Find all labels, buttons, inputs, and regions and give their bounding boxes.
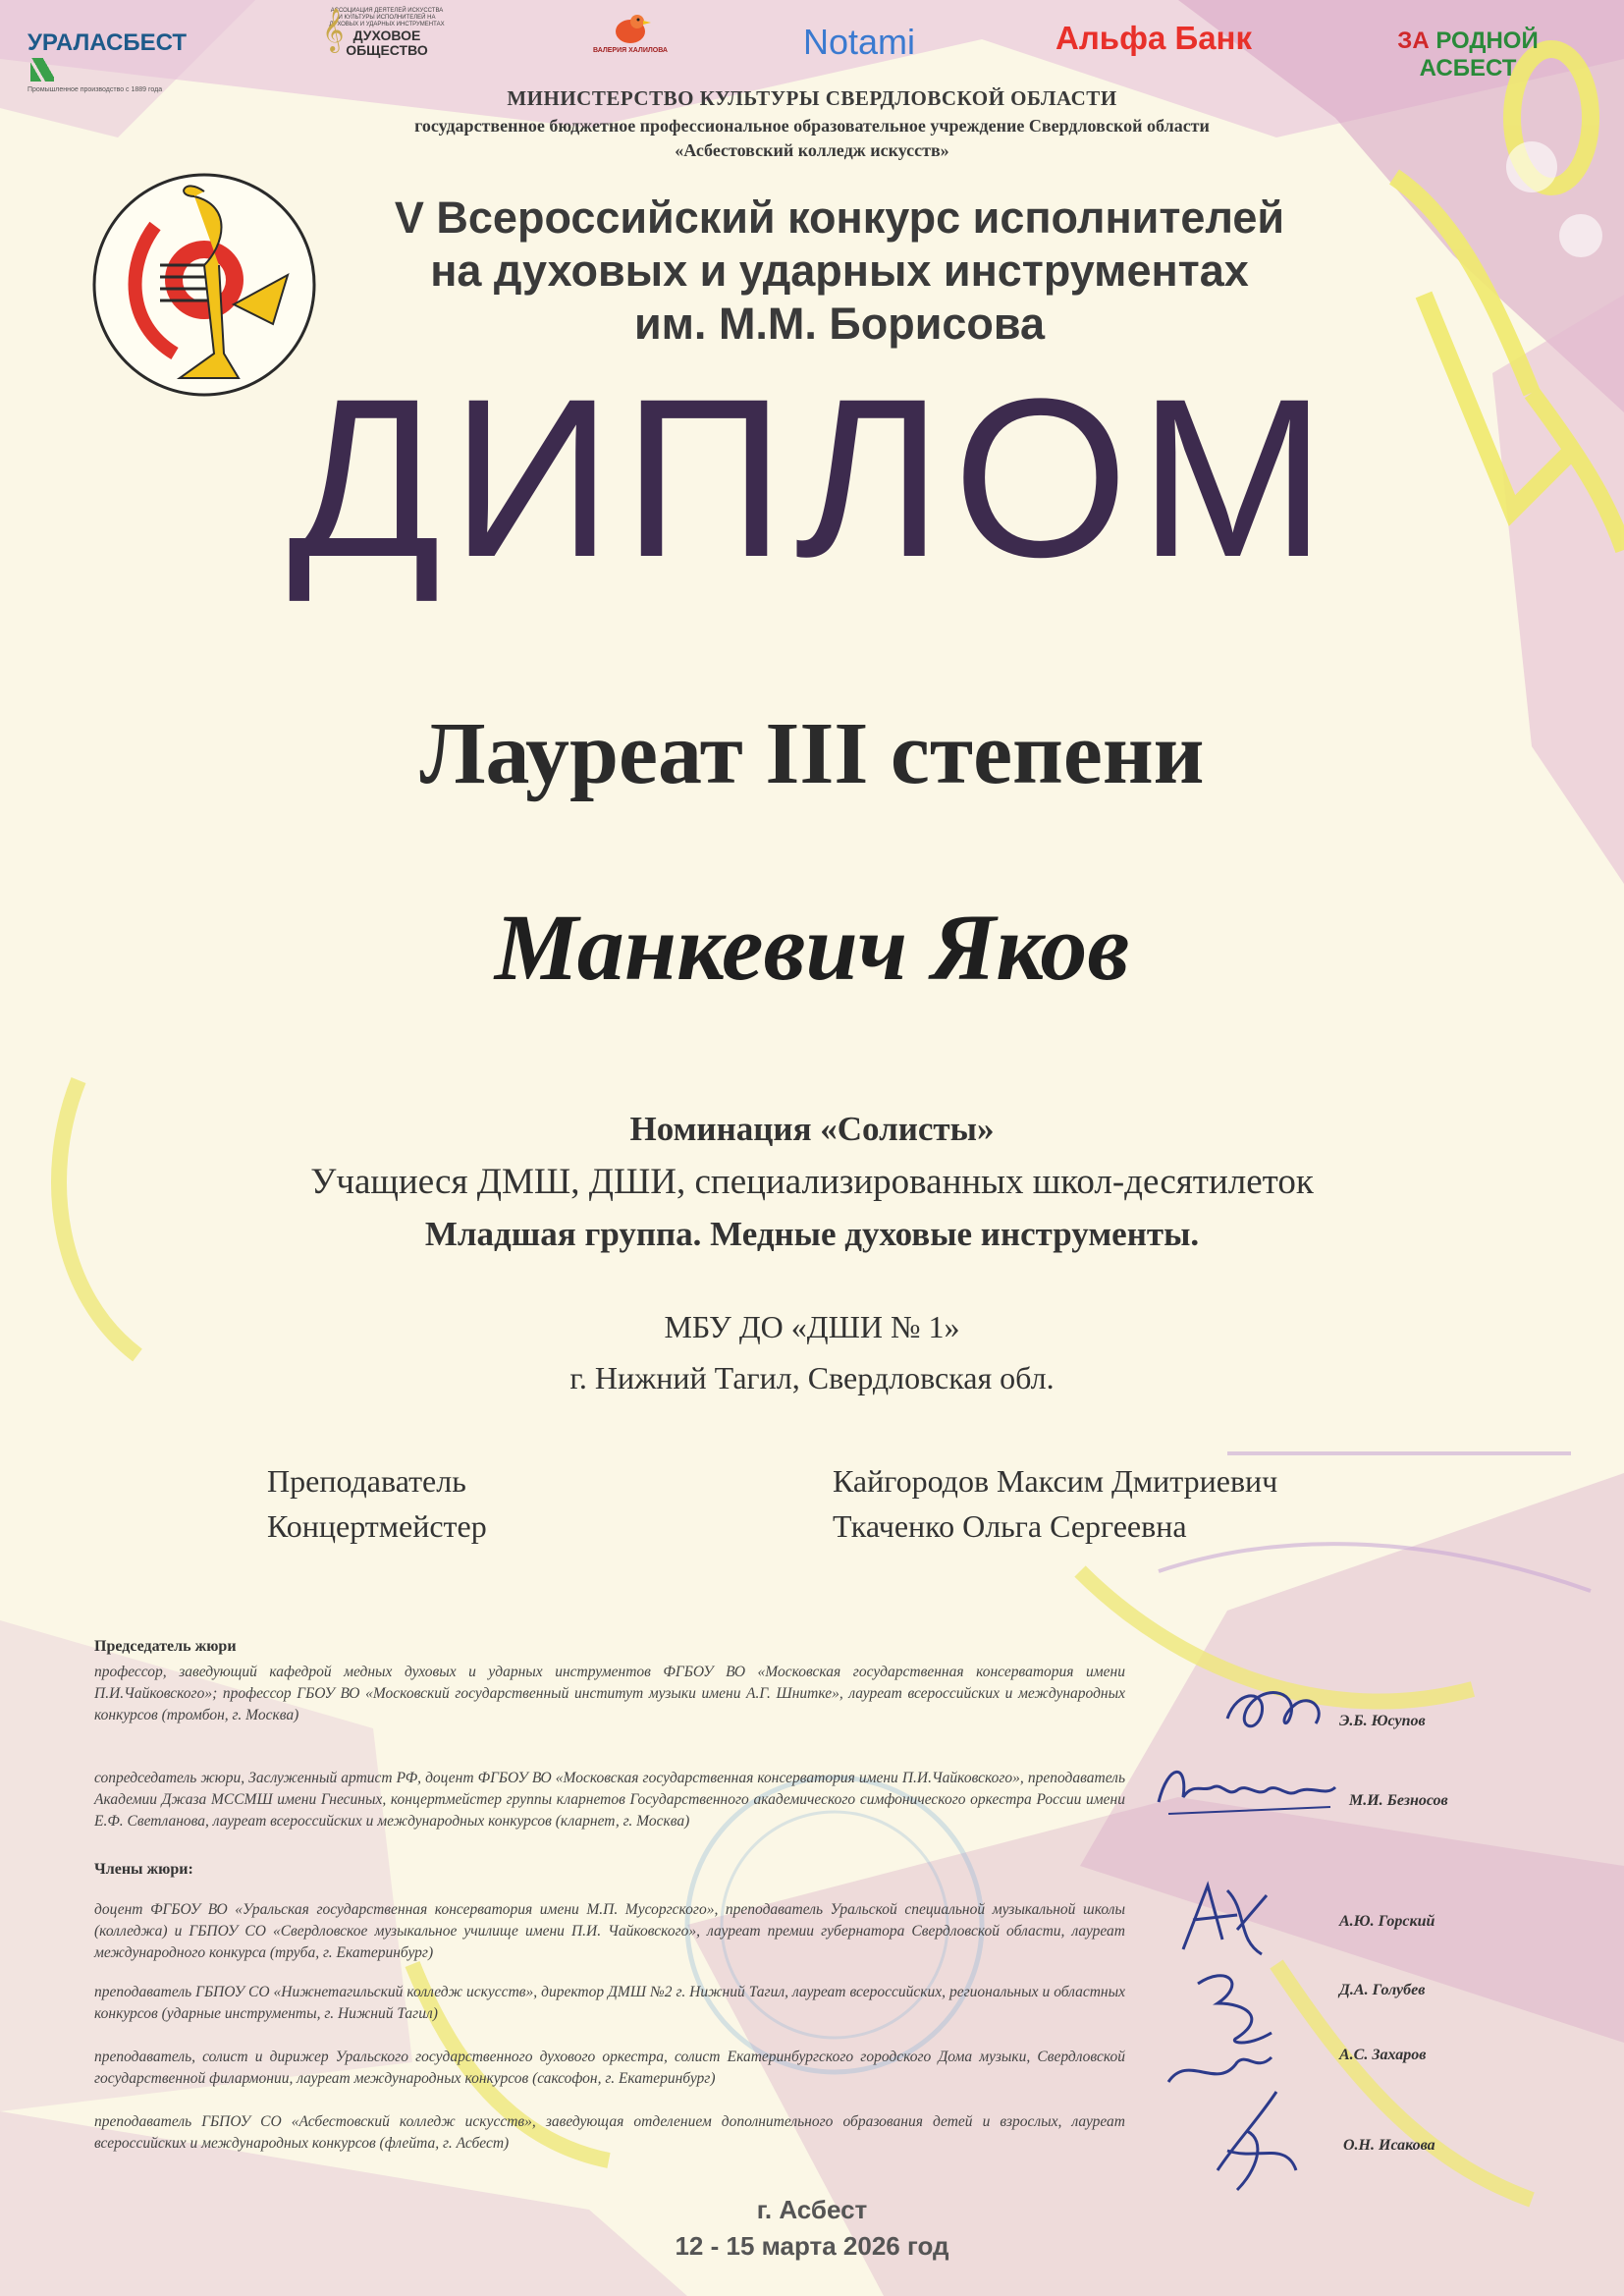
signature-yusupov-icon — [1218, 1679, 1335, 1748]
jury-member-name: А.С. Захаров — [1339, 2047, 1427, 2063]
alfa-bank-logo: Альфа Банк — [1056, 20, 1252, 56]
jury-cochair-name: М.И. Безносов — [1349, 1792, 1448, 1809]
signature-gorsky-icon — [1168, 1871, 1276, 1969]
institution-line: государственное бюджетное профессиональное образовательное учреждение Свердловской области — [414, 116, 1210, 136]
footer-date: 12 - 15 марта 2026 год — [675, 2231, 949, 2261]
jury-member-name: Д.А. Голубев — [1339, 1982, 1426, 1998]
award-level: Лауреат III степени — [419, 705, 1205, 802]
notami-logo: Notami — [802, 22, 916, 62]
signature-golubev-icon — [1178, 1964, 1286, 2052]
jury-member-name: О.Н. Исакова — [1343, 2137, 1435, 2154]
jury-member-name: А.Ю. Горский — [1339, 1913, 1435, 1930]
uralasbest-logo: УРАЛАСБЕСТ Промышленное производство с 1889 года — [27, 29, 188, 93]
school-name: МБУ ДО «ДШИ № 1» — [664, 1309, 960, 1344]
accompanist-role: Концертмейстер — [267, 1508, 487, 1544]
jury-member-text: доцент ФГБОУ ВО «Уральская государственная консерватория имени М.П. Мусоргского», преподаватель Уральской специальной музыкальной школы (колледжа) и ГБПОУ СО «Свердловское музыкальное училище имени П.И. Чайковского», лауреат премии губернатора Свердловской области, лауреат международного конкурса (труба, г. Екатеринбург) — [94, 1901, 1125, 1961]
contest-title-line1: V Всероссийский конкурс исполнителей — [394, 192, 1285, 243]
uralasbest-mark-icon — [30, 58, 54, 82]
contest-title-line2: на духовых и ударных инструментах — [430, 246, 1249, 296]
footer-city: г. Асбест — [756, 2195, 868, 2224]
teacher-name: Кайгородов Максим Дмитриевич — [833, 1463, 1278, 1499]
za-rodnoy-asbest-logo: ЗА РОДНОЙ АСБЕСТ — [1397, 27, 1539, 82]
jury-member-text: преподаватель ГБПОУ СО «Асбестовский колледж искусств», заведующая отделением дополнительного образования детей и взрослых, лауреат всероссийских и международных конкурсов (флейта, г. Асбест) — [94, 2113, 1125, 2152]
ministry-heading: МИНИСТЕРСТВО КУЛЬТУРЫ СВЕРДЛОВСКОЙ ОБЛАСТИ — [507, 86, 1117, 110]
jury-member-text: преподаватель ГБПОУ СО «Нижнетагильский колледж искусств», директор ДМШ №2 г. Нижний Тагил, лауреат всероссийских, региональных и областных конкурсов (ударные инструменты, г. Нижний Тагил) — [94, 1984, 1125, 2022]
teacher-role: Преподаватель — [267, 1463, 466, 1499]
treble-clef-icon: 𝄞 — [322, 10, 345, 51]
college-name: «Асбестовский колледж искусств» — [675, 140, 949, 160]
nomination-title: Номинация «Солисты» — [629, 1110, 995, 1148]
valeria-halilova-logo: ВАЛЕРИЯ ХАЛИЛОВА — [581, 8, 679, 54]
signature-isakova-icon — [1198, 2082, 1306, 2200]
signature-beznosov-icon — [1149, 1753, 1345, 1831]
contest-title-line3: им. М.М. Борисова — [633, 299, 1046, 349]
jury-chair-heading: Председатель жюри — [94, 1638, 237, 1655]
duhovoe-obshchestvo-logo: 𝄞 АССОЦИАЦИЯ ДЕЯТЕЛЕЙ ИСКУССТВА И КУЛЬТУРЫ ИСПОЛНИТЕЛЕЙ НА ДУХОВЫХ И УДАРНЫХ ИНСТРУМЕНТАХ ДУХОВОЕ ОБЩЕСТВО — [322, 8, 445, 58]
nomination-group: Младшая группа. Медные духовые инструменты. — [424, 1215, 1200, 1253]
jury-cochair-text: сопредседатель жюри, Заслуженный артист РФ, доцент ФГБОУ ВО «Московская государственная консерватория имени П.И.Чайковского», преподаватель Академии Джаза МССМШ имени Гнесиных, концертмейстер группы кларнетов Государственного академического симфонического оркестра России имени Е.Ф. Светланова, лауреат всероссийских и международных конкурсов (кларнет, г. Москва) — [94, 1770, 1125, 1830]
diploma-title: ДИПЛОМ — [288, 352, 1336, 604]
jury-member-text: преподаватель, солист и дирижер Уральского государственного духового оркестра, солист Екатеринбургского городского Дома музыки, Свердловской государственной филармонии, лауреат международных конкурсов (саксофон, г. Екатеринбург) — [94, 2049, 1125, 2087]
accompanist-name: Ткаченко Ольга Сергеевна — [833, 1508, 1187, 1544]
jury-chair-text: профессор, заведующий кафедрой медных духовых и ударных инструментов ФГБОУ ВО «Московская государственная консерватория имени П.И.Чайковского»; профессор ГБОУ ВО «Московский государственный институт музыки имени А.Г. Шнитке», лауреат всероссийских и международных конкурсов (тромбон, г. Москва) — [94, 1664, 1125, 1723]
jury-chair-name: Э.Б. Юсупов — [1339, 1713, 1426, 1729]
school-city: г. Нижний Тагил, Свердловская обл. — [569, 1360, 1055, 1395]
bird-icon — [608, 8, 653, 47]
jury-members-heading: Члены жюри: — [94, 1861, 193, 1878]
nomination-category: Учащиеся ДМШ, ДШИ, специализированных школ-десятилеток — [310, 1162, 1314, 1202]
winner-name: Манкевич Яков — [494, 895, 1130, 1000]
